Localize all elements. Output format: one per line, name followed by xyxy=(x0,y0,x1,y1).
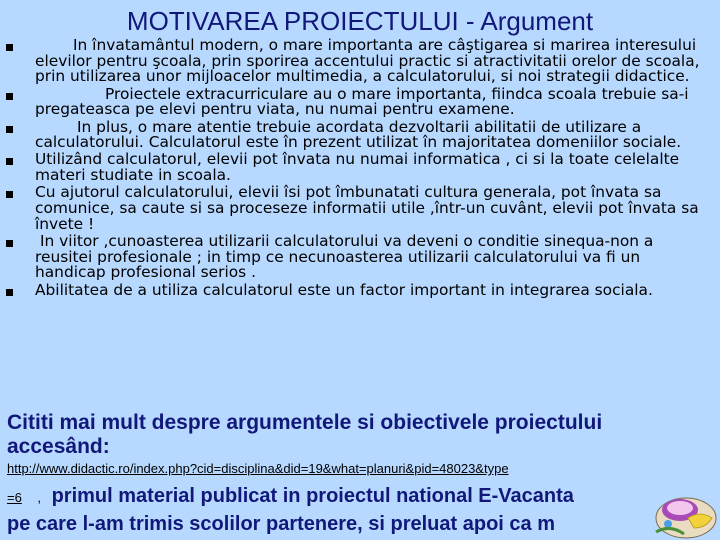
bullet-item-1 xyxy=(6,38,714,85)
square-bullet-icon xyxy=(6,191,13,198)
slide-title: MOTIVAREA PROIECTULUI - Argument xyxy=(126,6,594,36)
square-bullet-icon xyxy=(6,126,13,133)
bullet-text: Utilizând calculatorul, elevii pot învata nu numai informatica , ci si la toate celelalte materi studiate in scoala. xyxy=(35,150,680,185)
bullet-text: In învatamântul modern, o mare importanta are câştigarea si marirea interesului elevilor pentru şcoala, prin sporirea accentului practic si atractivitatii orelor de scoala, prin utilizarea unor mijloacelor multimedia, a calculatorului, si noi strategii didactice. xyxy=(35,36,700,86)
project-link-continuation[interactable]: =6 xyxy=(7,490,22,505)
bottom-text-line-1: primul material publicat in proiectul national E-Vacanta xyxy=(51,485,574,507)
project-link[interactable]: http://www.didactic.ro/index.php?cid=disciplina&did=19&what=planuri&pid=48023&type xyxy=(7,461,509,476)
call-to-action-text: Cititi mai mult despre argumentele si obiectivele proiectului accesând: xyxy=(7,411,603,458)
bottom-line-1 xyxy=(7,483,713,511)
square-bullet-icon xyxy=(6,158,13,165)
bullet-text: Abilitatea de a utiliza calculatorul este un factor important in integrarea sociala. xyxy=(35,280,653,299)
bottom-text-line-2: pe care l-am trimis scolilor partenere, si preluat apoi ca m xyxy=(7,513,555,535)
bullet-text: Proiectele extracurriculare au o mare importanta, fiindca scoala trebuie sa-i pregateasca pe elevi pentru viata, nu numai pentru examene. xyxy=(35,84,689,119)
clip-art-icon xyxy=(650,488,720,540)
separator: , xyxy=(37,490,42,505)
bullet-item-3 xyxy=(6,117,714,152)
square-bullet-icon xyxy=(6,93,13,100)
bullet-item-4 xyxy=(6,152,714,183)
square-bullet-icon xyxy=(6,44,13,51)
bullet-text: In viitor ,cunoasterea utilizarii calculatorului va deveni o conditie sinequa-non a reusitei profesionale ; in timp ce necunoasterea utilizarii calculatorului va fi un handicap profesional serios . xyxy=(35,231,654,282)
bullet-item-7 xyxy=(6,280,714,299)
bullet-text: Cu ajutorul calculatorului, elevii îsi pot îmbunatati cultura generala, pot învata sa comunice, sa caute si sa proceseze informatii utile ,într-un cuvânt, elevii pot învata sa învete ! xyxy=(35,183,699,233)
bullet-item-2 xyxy=(6,84,714,119)
bullet-item-5 xyxy=(6,185,714,232)
bullet-list xyxy=(6,38,714,300)
square-bullet-icon xyxy=(6,240,13,247)
bottom-text xyxy=(7,483,713,537)
square-bullet-icon xyxy=(6,289,13,296)
bullet-item-6 xyxy=(6,231,714,282)
bullet-text: In plus, o mare atentie trebuie acordata dezvoltarii abilitatii de utilizare a calculatorului. Calculatorul este în prezent utilizat în majoritatea domeniilor sociale. xyxy=(35,117,682,152)
